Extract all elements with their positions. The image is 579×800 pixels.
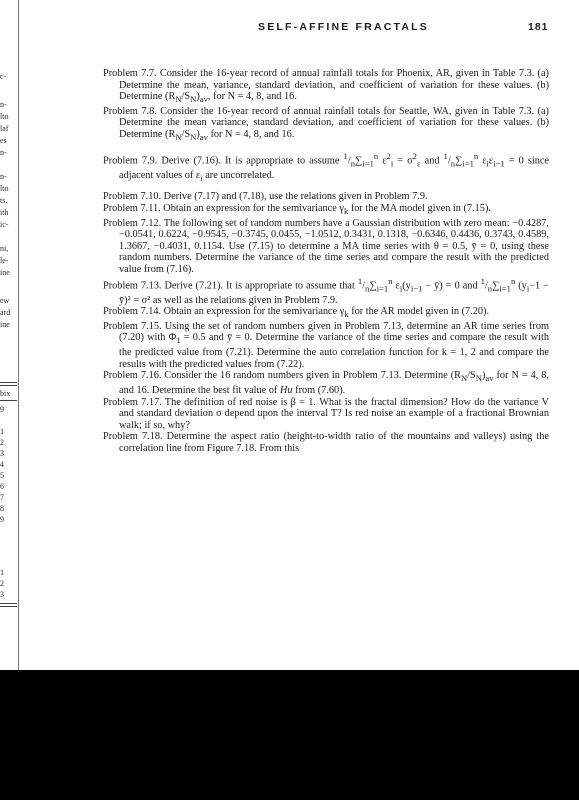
facing-text: ith [0, 208, 9, 217]
problem-7-12: Problem 7.12. The following set of random numbers have a Gaussian distribution with zero mean: −0.4287, −0.0541, 0.6224, −0.9545, −0.3745, 0.0455, −1.0512, 0.3431, 0.1318, −0.6346, 0.4436, 0.3743, 0.4589, 1.3667, −0.4031, 0.1154. Use (7.15) to determine a MA time series with θ = 0.5, ȳ = 0, using these random numbers. Determine the variance of the time series and compare the result with the predicted value from (7.16). [103, 217, 549, 275]
facing-text: 5 [0, 471, 4, 480]
facing-text: 1 [0, 427, 4, 436]
problem-7-17: Problem 7.17. The definition of red noise is β = 1. What is the fractal dimension? How do the variance V and standard deviation σ depend upon the interval T? Is red noise an example of a fractional Brownian walk; if so, why? [103, 396, 549, 431]
facing-text: ts. [0, 196, 8, 205]
facing-text: le- [0, 256, 9, 265]
facing-text: 1 [0, 568, 4, 577]
scan-dark-margin [0, 670, 579, 800]
table-rule [0, 382, 17, 383]
facing-text: 6 [0, 482, 4, 491]
problems-text-block [103, 68, 549, 454]
problem-7-10: Problem 7.10. Derive (7.17) and (7.18), use the relations given in Problem 7.9. [103, 191, 428, 203]
facing-text: ard [0, 308, 11, 317]
facing-text: laf [0, 124, 9, 133]
table-rule [0, 400, 17, 401]
facing-text: 9 [0, 405, 4, 414]
problem-7-11: Problem 7.11. Obtain an expression for the semivariance $\gamma_k$ for the MA model given in (7.15). [103, 202, 491, 216]
facing-text: ic- [0, 220, 9, 229]
facing-text: 3 [0, 449, 4, 458]
facing-text: n- [0, 100, 7, 109]
facing-text: 4 [0, 460, 4, 469]
problem-7-18: Problem 7.18. Determine the aspect ratio (height-to-width ratio of the mountains and valleys) using the correlation line from Figure 7.18. From this [103, 431, 549, 454]
facing-text: bix [0, 389, 11, 398]
table-rule [0, 603, 17, 604]
facing-text: es [0, 136, 7, 145]
problem-7-7: Problem 7.7. Consider the 16-year record of annual rainfall totals for Phoenix, AR, given in Table 7.3. (a) Determine the mean, variance, standard deviation, and coefficient of variation for these values. (b) Determine $(R_N/S_N)_{av}$, for N = 4, 8, and 16. [103, 68, 549, 105]
page-gutter [18, 0, 19, 670]
facing-text: n- [0, 148, 7, 157]
facing-text: 3 [0, 590, 4, 599]
facing-text: lto [0, 112, 9, 121]
problem-7-15: Problem 7.15. Using the set of random numbers given in Problem 7.13, determine an AR time series from (7.20) with $\Phi_1 = 0.5$ and ȳ = 0. Determine the variance of the time series and compare the result with the predicted value from (7.21). Determine the auto correlation function for k = 1, 2 and compare the results with the predicted values from (7.22). [103, 320, 549, 370]
problem-7-9: Problem 7.9. Derive (7.16). It is appropriate to assume $^1/_n\sum_{i=1}^n$ $\varepsilon^2_i = \sigma^2_\varepsilon$ and $^1/_n\sum_{i=1}^n$ $\varepsilon_i\varepsilon_{i-1} = 0$ since adjacent values of $\varepsilon_i$ are uncorrelated. [103, 150, 549, 183]
problem-7-14: Problem 7.14. Obtain an expression for the semivariance $\gamma_k$ for the AR model given in (7.20). [103, 306, 490, 320]
page-number: 181 [528, 21, 549, 33]
facing-text: ew [0, 296, 10, 305]
problem-7-8: Problem 7.8. Consider the 16-year record of annual rainfall totals for Seattle, WA, given in Table 7.3. (a) Determine the mean variance, standard deviation, and coefficient of variation for these values. (b) Determine $(R_N/S_N)_{av}$ for N = 4, 8, and 16. [103, 105, 549, 143]
facing-text: 8 [0, 504, 4, 513]
table-rule [0, 385, 17, 386]
facing-text: ine [0, 320, 10, 329]
problem-7-13: Problem 7.13. Derive (7.21). It is appropriate to assume that $^1/_n\sum_{i=1}^n$ $\varepsilon_i(y_{i-1}$ − ȳ) = 0 and $^1/_n\sum_{i=1}^n$ ($y_i-1$ − ȳ)² = σ² as well as the relations given in Problem 7.9. [103, 275, 549, 306]
facing-text: 2 [0, 579, 4, 588]
facing-text: c- [0, 72, 7, 81]
facing-text: 9 [0, 515, 4, 524]
problem-7-16: Problem 7.16. Consider the 16 random numbers given in Problem 7.13. Determine $(R_N/S_N)_{av}$ for N = 4, 8, and 16. Determine the best fit value of Hu from (7.60). [103, 370, 549, 396]
facing-text: 7 [0, 493, 4, 502]
facing-text: ni, [0, 244, 9, 253]
running-title: SELF-AFFINE FRACTALS [258, 21, 429, 33]
facing-text: 2 [0, 438, 4, 447]
facing-text: ine [0, 268, 10, 277]
facing-text: n- [0, 172, 7, 181]
table-rule [0, 606, 17, 607]
facing-text: lto [0, 184, 9, 193]
facing-page-fragment [0, 0, 20, 670]
